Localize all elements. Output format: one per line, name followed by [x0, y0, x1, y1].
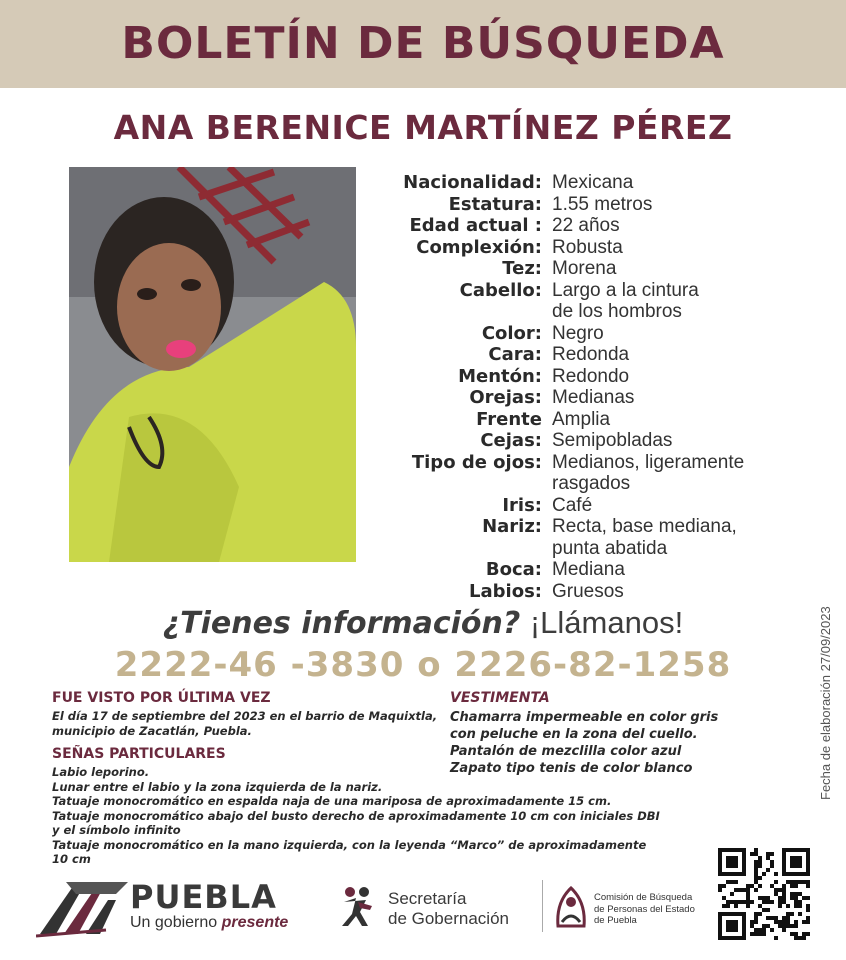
- detail-label: Orejas:: [469, 387, 542, 408]
- detail-value: Medianas: [552, 387, 635, 408]
- detail-value: Redondo: [552, 365, 630, 387]
- detail-label: Cabello:: [459, 279, 542, 301]
- logo-divider: [542, 880, 543, 932]
- bulletin-title: BOLETÍN DE BÚSQUEDA: [121, 18, 725, 69]
- detail-row: [380, 172, 800, 194]
- comision-emblem-icon: [554, 882, 588, 930]
- detail-value: Amplia: [552, 408, 611, 430]
- person-photo: [69, 167, 356, 562]
- marks-heading: SEÑAS PARTICULARES: [52, 746, 226, 762]
- detail-row: [380, 581, 800, 603]
- info-prompt: [0, 605, 846, 641]
- detail-value: Morena: [552, 258, 617, 279]
- detail-label: Frente: [476, 408, 542, 430]
- detail-value: Mediana: [552, 559, 625, 580]
- detail-label: Iris:: [502, 494, 542, 516]
- clothing-heading: VESTIMENTA: [450, 690, 550, 706]
- secretaria-logo: [336, 884, 536, 934]
- puebla-emblem-icon: [36, 876, 128, 938]
- detail-label: Estatura:: [448, 193, 542, 215]
- detail-label: Tipo de ojos:: [411, 451, 542, 473]
- detail-row: [380, 280, 800, 323]
- description-list: [380, 172, 800, 602]
- detail-label: Boca:: [485, 559, 542, 580]
- detail-value: 22 años: [552, 215, 620, 236]
- detail-value: Gruesos: [552, 580, 624, 602]
- secretaria-emblem-icon: [336, 884, 378, 928]
- detail-row: [380, 430, 800, 452]
- detail-label: Nacionalidad:: [403, 172, 542, 193]
- detail-row: [380, 495, 800, 517]
- detail-row: [380, 366, 800, 388]
- detail-label: Labios:: [469, 580, 542, 602]
- detail-value: Mexicana: [552, 172, 634, 193]
- detail-row: [380, 215, 800, 237]
- qr-code[interactable]: [718, 848, 810, 940]
- detail-label: Tez:: [502, 258, 542, 279]
- detail-row: [380, 452, 800, 495]
- secretaria-text: Secretaría de Gobernación: [388, 889, 509, 928]
- detail-row: [380, 258, 800, 280]
- marks-text: Labio leporino. Lunar entre el labio y la zona izquierda de la nariz. Tatuaje monocromático en espalda naja de una mariposa de aproximadamente 15 cm. Tatuaje monocromático abajo del busto derecho de aproximadamente 10 cm con iniciales DBI y el símbolo infinito Tatuaje monocromático en la mano izquierda, con la leyenda “Marco” de aproximadamente 10 cm: [52, 765, 660, 866]
- detail-value: Medianos, ligeramente rasgados: [552, 451, 745, 494]
- detail-row: [380, 237, 800, 259]
- detail-label: Color:: [481, 322, 542, 344]
- detail-label: Edad actual :: [409, 215, 542, 236]
- last-seen-heading: FUE VISTO POR ÚLTIMA VEZ: [52, 690, 271, 706]
- detail-row: [380, 387, 800, 409]
- detail-value: Café: [552, 494, 593, 516]
- comision-logo: [554, 880, 714, 936]
- detail-row: [380, 344, 800, 366]
- detail-label: Complexión:: [416, 236, 542, 258]
- puebla-wordmark: PUEBLA: [130, 878, 277, 916]
- detail-row: [380, 323, 800, 345]
- detail-value: Largo a la cintura de los hombros: [552, 279, 699, 322]
- info-question: ¿Tienes información?: [162, 606, 521, 641]
- elaboration-date: Fecha de elaboración 27/09/2023: [818, 606, 833, 800]
- detail-row: [380, 409, 800, 431]
- detail-label: Nariz:: [482, 516, 542, 537]
- detail-value: Robusta: [552, 236, 623, 258]
- detail-label: Mentón:: [458, 365, 542, 387]
- puebla-logo: [36, 876, 296, 940]
- puebla-tagline: Un gobierno presente: [130, 914, 289, 931]
- detail-value: Semipobladas: [552, 430, 673, 451]
- info-call: ¡Llámanos!: [529, 605, 684, 640]
- detail-row: [380, 194, 800, 216]
- detail-value: 1.55 metros: [552, 193, 653, 215]
- clothing-text: Chamarra impermeable en color gris con peluche en la zona del cuello. Pantalón de mezclilla color azul Zapato tipo tenis de color blanco: [450, 710, 719, 776]
- detail-row: [380, 516, 800, 559]
- detail-value: Redonda: [552, 344, 630, 365]
- last-seen-text: El día 17 de septiembre del 2023 en el barrio de Maquixtla, municipio de Zacatlán, Puebla.: [52, 709, 438, 738]
- detail-value: Recta, base mediana, punta abatida: [552, 516, 737, 559]
- phone-numbers: 2222-46 -3830 o 2226-82-1258: [114, 645, 732, 685]
- detail-row: [380, 559, 800, 581]
- detail-value: Negro: [552, 322, 604, 344]
- person-name: ANA BERENICE MARTÍNEZ PÉREZ: [113, 108, 733, 147]
- detail-label: Cejas:: [480, 430, 542, 451]
- comision-text: Comisión de Búsqueda de Personas del Estado de Puebla: [594, 892, 695, 926]
- detail-label: Cara:: [488, 344, 542, 365]
